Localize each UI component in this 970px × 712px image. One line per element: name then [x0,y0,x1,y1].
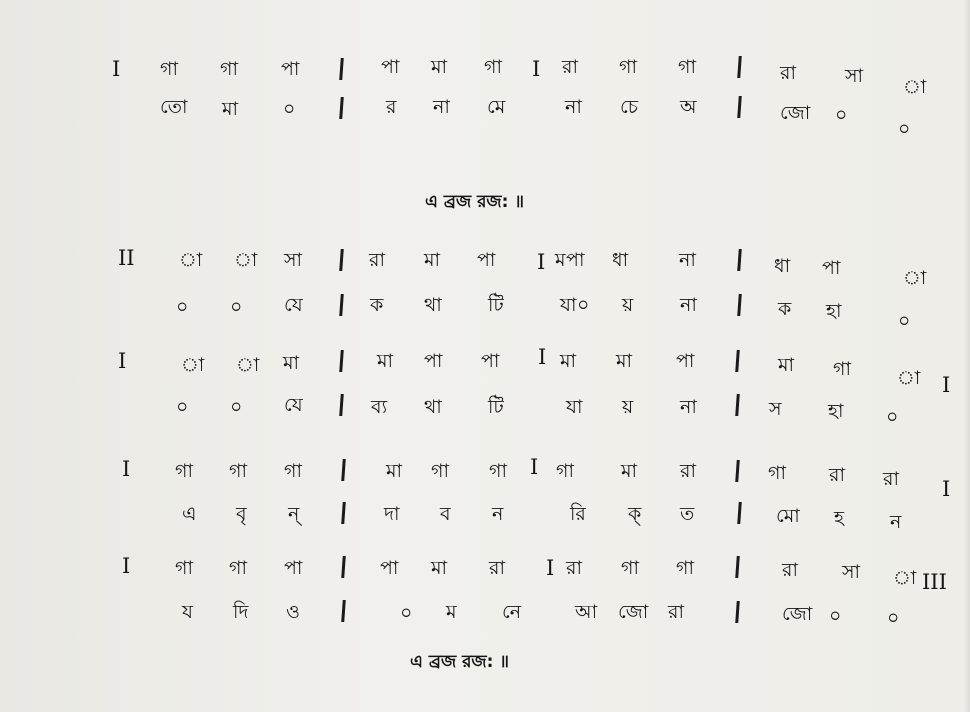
lyric-syllable: ত [680,503,695,525]
swara-note: মা [283,352,300,374]
lyric-syllable: বৃ [236,503,248,525]
swara-note: গা [619,56,638,78]
rest-mark: া [179,249,203,271]
lyric-rest: ০ [898,118,911,140]
lyric-syllable: জো [780,102,811,124]
bar-line [737,56,742,78]
swara-note: গা [175,460,194,482]
rest-mark: া [181,354,205,376]
mid-marker: I [546,556,555,580]
swara-note: গা [833,358,852,380]
swara-note: পা [281,58,300,80]
swara-note: রা [680,460,697,482]
start-marker: II [118,246,135,270]
bar-line [341,459,346,481]
end-marker: III [922,570,947,594]
swara-note: মা [621,460,638,482]
lyric-syllable: মো [776,505,801,527]
swara-note: মা [431,557,448,579]
swara-note: মপা [555,249,585,271]
start-marker: I [122,457,131,481]
mid-marker: I [537,250,546,274]
swara-note: গা [431,460,450,482]
mid-marker: I [532,57,541,81]
lyric-syllable: দি [233,601,249,623]
rest-mark: া [236,354,260,376]
swara-note: ধা [774,255,791,277]
swara-note: গা [489,460,508,482]
lyric-syllable: হা [826,300,842,322]
bar-line [341,600,346,622]
lyric-syllable: ন [492,503,504,525]
lyric-syllable: ০ [230,396,243,418]
refrain-caption: এ ব্রজ রজ: ॥ [425,192,524,212]
bar-line [339,294,344,316]
lyric-syllable: য় [622,396,634,418]
swara-note: মা [424,249,441,271]
lyric-syllable: ০ [283,98,296,120]
swara-note: গা [160,58,179,80]
lyric-syllable: দা [384,503,400,525]
swara-note: মা [560,350,577,372]
lyric-syllable: ন্ [288,503,300,525]
scan-edge-shadow [964,0,970,712]
bar-line [339,249,344,271]
bar-line [735,556,740,578]
lyric-syllable: য় [622,294,634,316]
swara-note: রা [562,56,579,78]
swara-note: পা [381,56,400,78]
swara-note: মা [616,350,633,372]
bar-line [735,394,740,416]
lyric-syllable: ক [370,294,384,316]
lyric-syllable: রা [668,601,685,623]
swara-note: মা [778,354,795,376]
bar-line [737,502,742,524]
swara-note: রা [369,249,386,271]
swara-note: গা [556,460,575,482]
lyric-syllable: ০ [835,104,848,126]
lyric-syllable: না [565,96,583,118]
bar-line [737,96,742,118]
swara-note: পা [676,350,695,372]
swara-note: সা [845,65,864,87]
swara-note: ধা [612,249,629,271]
rest-mark: া [903,76,927,98]
rest-mark: া [903,267,927,289]
lyric-syllable: যে [284,294,304,316]
lyric-syllable: রি [570,503,587,525]
end-marker: I [942,477,951,501]
lyric-syllable: না [433,96,451,118]
swara-note: গা [220,58,239,80]
rest-mark: া [234,249,258,271]
lyric-syllable: যা [566,396,583,418]
swara-note: সা [284,249,303,271]
lyric-syllable: আ [575,601,598,623]
bar-line [735,601,740,623]
swara-note: মা [377,350,394,372]
swara-note: পা [380,557,399,579]
start-marker: I [118,349,127,373]
bar-line [735,460,740,482]
mid-marker: I [538,345,547,369]
swara-note: গা [229,557,248,579]
lyric-syllable: অ [680,96,697,118]
lyric-syllable: ও [286,601,301,623]
swara-note: গা [621,557,640,579]
swara-note: গা [484,56,503,78]
lyric-syllable: জো [782,603,813,625]
lyric-syllable: ০ [829,605,842,627]
lyric-syllable: চে [620,96,639,118]
lyric-syllable: স [769,398,783,420]
swara-note: পা [822,257,841,279]
lyric-syllable: না [680,396,698,418]
bar-line [339,394,344,416]
lyric-syllable: যে [284,394,304,416]
swara-note: রা [566,557,583,579]
lyric-syllable: মে [487,96,506,118]
swara-note: গা [678,56,697,78]
swara-note: পা [477,249,496,271]
lyric-syllable: মা [222,98,239,120]
lyric-syllable: না [680,294,698,316]
swara-note: রা [489,557,506,579]
swara-note: রা [780,62,797,84]
swara-note: সা [842,561,861,583]
lyric-syllable: যা০ [560,294,590,316]
swara-note: রা [782,559,799,581]
lyric-rest: ০ [887,607,900,629]
lyric-syllable: য [182,601,194,623]
swara-note: গা [175,557,194,579]
lyric-rest: ০ [886,406,899,428]
swara-note: মা [386,460,403,482]
lyric-rest: ০ [898,310,911,332]
lyric-syllable: এ [182,503,197,525]
swara-note: রা [829,464,846,486]
swara-note: পা [481,350,500,372]
bar-line [339,350,344,372]
lyric-syllable: তো [160,96,188,118]
refrain-caption: এ ব্রজ রজ: ॥ [410,652,509,672]
swara-note: পা [284,557,303,579]
lyric-syllable: ব্য [371,396,388,418]
bar-line [339,58,344,80]
swara-note: পা [424,350,443,372]
lyric-syllable: হ [834,507,845,529]
lyric-syllable: থা [424,294,443,316]
lyric-syllable: ব [440,503,452,525]
lyric-syllable: জো [618,601,649,623]
bar-line [341,502,346,524]
lyric-syllable: থা [424,396,443,418]
bar-line [737,249,742,271]
end-marker: I [942,373,951,397]
swara-note: না [679,249,697,271]
lyric-syllable: টি [488,396,505,418]
start-marker: I [112,57,121,81]
lyric-syllable: র [386,96,397,118]
lyric-syllable: ০ [230,296,243,318]
lyric-syllable: হা [828,400,844,422]
swara-note: রা [883,468,900,490]
bar-line [341,556,346,578]
bar-line [339,97,344,119]
lyric-syllable: ম [446,601,458,623]
swara-note: গা [229,460,248,482]
rest-mark: া [897,367,921,389]
lyric-syllable: ক্ [628,503,642,525]
swara-note: মা [431,56,448,78]
start-marker: I [122,554,131,578]
bar-line [735,350,740,372]
lyric-syllable: ০ [176,396,189,418]
lyric-syllable: টি [488,294,505,316]
lyric-syllable: নে [502,601,522,623]
swara-note: গা [284,460,303,482]
lyric-syllable: ০ [400,602,413,624]
rest-mark: া [893,567,917,589]
swara-note: গা [768,462,787,484]
mid-marker: I [530,455,539,479]
swara-note: গা [676,557,695,579]
lyric-syllable: ০ [176,296,189,318]
lyric-syllable: ক [778,298,792,320]
bar-line [737,294,742,316]
lyric-rest: ন [890,511,902,533]
